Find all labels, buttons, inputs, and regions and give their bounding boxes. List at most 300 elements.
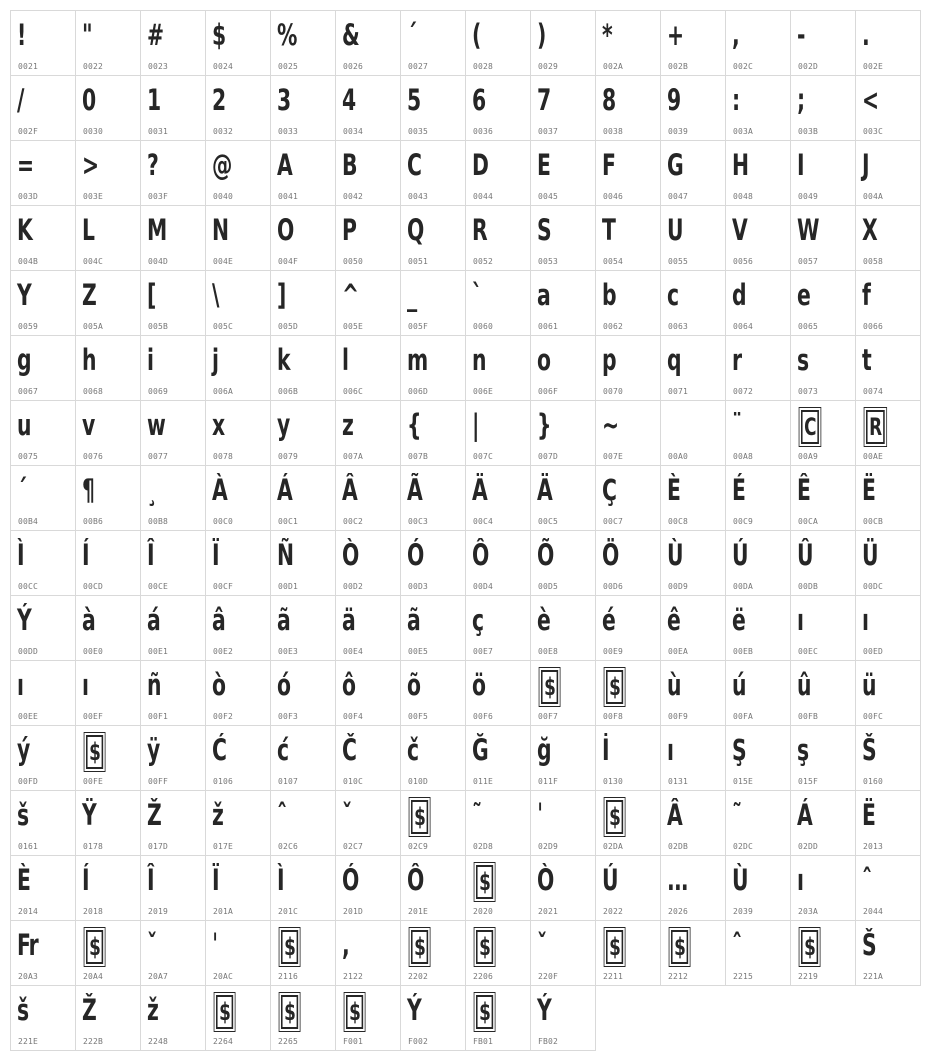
glyph-cell	[75, 140, 141, 206]
glyph-code: 00F6	[473, 712, 494, 721]
glyph-sample: ˆ	[732, 928, 742, 962]
glyph-cell	[790, 855, 856, 921]
glyph-code: 004E	[213, 257, 234, 266]
glyph-cell	[205, 75, 271, 141]
glyph-sample: :	[732, 83, 740, 117]
boxed-glyph-icon: $	[606, 800, 623, 834]
glyph-sample: ¨	[732, 408, 742, 442]
glyph-code: 0062	[603, 322, 624, 331]
glyph-sample: y	[277, 408, 290, 442]
glyph-code: 2014	[18, 907, 39, 916]
glyph-sample: ÿ	[147, 733, 160, 767]
glyph-code: 00C1	[278, 517, 299, 526]
glyph-cell	[140, 790, 206, 856]
glyph-code: 0056	[733, 257, 754, 266]
glyph-code: 00E7	[473, 647, 494, 656]
glyph-cell	[10, 205, 76, 271]
glyph-code: 005E	[343, 322, 364, 331]
glyph-code: 00B4	[18, 517, 39, 526]
glyph-code: 0161	[18, 842, 39, 851]
boxed-glyph-icon: $	[801, 930, 818, 964]
glyph-sample: 6	[472, 83, 486, 117]
boxed-glyph-icon: $	[281, 930, 298, 964]
glyph-sample: Ş	[732, 733, 746, 767]
glyph-code: 00CE	[148, 582, 169, 591]
glyph-cell	[400, 75, 466, 141]
glyph-cell	[660, 595, 726, 661]
glyph-code: 0076	[83, 452, 104, 461]
glyph-cell	[400, 205, 466, 271]
glyph-cell	[790, 10, 856, 76]
glyph-sample: O	[277, 213, 294, 247]
glyph-code: 2122	[343, 972, 364, 981]
glyph-cell	[530, 270, 596, 336]
boxed-glyph-icon: C	[801, 410, 819, 444]
glyph-code: 0160	[863, 777, 884, 786]
glyph-sample: š	[17, 993, 29, 1027]
boxed-glyph-icon: $	[606, 930, 623, 964]
glyph-sample: o	[537, 343, 551, 377]
glyph-cell	[205, 790, 271, 856]
glyph-cell	[465, 985, 531, 1051]
glyph-cell	[855, 140, 921, 206]
glyph-code: 2215	[733, 972, 754, 981]
glyph-cell	[205, 270, 271, 336]
glyph-sample: \	[212, 278, 219, 312]
glyph-sample: ;	[797, 83, 805, 117]
glyph-cell	[75, 790, 141, 856]
glyph-cell	[725, 75, 791, 141]
glyph-code: 00E3	[278, 647, 299, 656]
glyph-cell	[205, 595, 271, 661]
glyph-code: 20A7	[148, 972, 169, 981]
glyph-code: 02DA	[603, 842, 624, 851]
glyph-cell	[660, 270, 726, 336]
glyph-sample: 0	[82, 83, 96, 117]
glyph-cell	[140, 985, 206, 1051]
glyph-cell	[335, 140, 401, 206]
glyph-code: 00DA	[733, 582, 754, 591]
glyph-sample: ã	[277, 603, 290, 637]
glyph-cell	[790, 335, 856, 401]
glyph-code: 005B	[148, 322, 169, 331]
glyph-cell	[400, 270, 466, 336]
glyph-code: 0030	[83, 127, 104, 136]
glyph-sample: 9	[667, 83, 681, 117]
glyph-cell	[270, 335, 336, 401]
glyph-cell	[465, 465, 531, 531]
glyph-cell	[790, 75, 856, 141]
glyph-cell	[75, 75, 141, 141]
glyph-sample: Ú	[602, 863, 618, 897]
glyph-sample: {	[407, 408, 421, 442]
glyph-cell	[10, 790, 76, 856]
glyph-code: 222B	[83, 1037, 104, 1046]
glyph-code: 0073	[798, 387, 819, 396]
glyph-sample: È	[17, 863, 31, 897]
glyph-sample: é	[602, 603, 616, 637]
glyph-code: 0053	[538, 257, 559, 266]
glyph-code: 00C5	[538, 517, 559, 526]
glyph-code: 00CB	[863, 517, 884, 526]
glyph-cell	[205, 140, 271, 206]
glyph-code: 00F5	[408, 712, 429, 721]
glyph-sample: Ë	[862, 473, 876, 507]
glyph-code: 00EC	[798, 647, 819, 656]
glyph-sample: ˇ	[342, 798, 352, 832]
glyph-sample: È	[667, 473, 681, 507]
glyph-sample: ç	[472, 603, 484, 637]
glyph-sample: Fr	[17, 928, 38, 962]
glyph-cell	[205, 335, 271, 401]
glyph-cell	[10, 75, 76, 141]
glyph-code: 0074	[863, 387, 884, 396]
glyph-cell	[335, 595, 401, 661]
glyph-code: 201C	[278, 907, 299, 916]
glyph-sample: j	[212, 343, 219, 377]
glyph-code: 00FA	[733, 712, 754, 721]
glyph-code: 00CF	[213, 582, 234, 591]
glyph-cell	[270, 140, 336, 206]
glyph-code: 02DC	[733, 842, 754, 851]
glyph-cell	[660, 400, 726, 466]
glyph-sample: A	[277, 148, 292, 182]
glyph-code: 2202	[408, 972, 429, 981]
glyph-code: 00E8	[538, 647, 559, 656]
glyph-cell	[790, 205, 856, 271]
glyph-code: 221A	[863, 972, 884, 981]
glyph-cell	[660, 855, 726, 921]
glyph-cell	[790, 790, 856, 856]
glyph-cell	[140, 205, 206, 271]
glyph-code: 0064	[733, 322, 754, 331]
glyph-cell	[725, 855, 791, 921]
glyph-code: 017D	[148, 842, 169, 851]
glyph-code: 00CD	[83, 582, 104, 591]
glyph-code: 2044	[863, 907, 884, 916]
glyph-cell	[270, 10, 336, 76]
glyph-code: 00C2	[343, 517, 364, 526]
glyph-cell	[595, 660, 661, 726]
glyph-code: 02DB	[668, 842, 689, 851]
glyph-sample: Ñ	[277, 538, 294, 572]
glyph-code: 00F2	[213, 712, 234, 721]
glyph-cell	[595, 855, 661, 921]
glyph-sample: h	[82, 343, 96, 377]
glyph-cell	[270, 595, 336, 661]
glyph-code: 003E	[83, 192, 104, 201]
glyph-sample: N	[212, 213, 229, 247]
glyph-cell	[140, 140, 206, 206]
glyph-sample: s	[797, 343, 809, 377]
glyph-sample: É	[732, 473, 746, 507]
glyph-sample: Â	[667, 798, 682, 832]
glyph-code: 002C	[733, 62, 754, 71]
glyph-code: 007E	[603, 452, 624, 461]
glyph-sample: Ö	[602, 538, 619, 572]
glyph-code: 004D	[148, 257, 169, 266]
glyph-code: 0034	[343, 127, 364, 136]
glyph-code: 02C7	[343, 842, 364, 851]
glyph-sample: Ë	[862, 798, 876, 832]
glyph-cell	[270, 790, 336, 856]
glyph-cell	[140, 10, 206, 76]
glyph-cell	[660, 920, 726, 986]
glyph-code: 2019	[148, 907, 169, 916]
glyph-sample: ˜	[472, 798, 482, 832]
glyph-sample: K	[17, 213, 33, 247]
glyph-sample: Ü	[862, 538, 878, 572]
glyph-sample: Ï	[212, 863, 219, 897]
glyph-sample: Î	[147, 863, 154, 897]
glyph-cell	[270, 75, 336, 141]
glyph-cell	[530, 595, 596, 661]
glyph-cell	[855, 270, 921, 336]
glyph-sample: Q	[407, 213, 424, 247]
glyph-cell	[335, 855, 401, 921]
glyph-code: 2206	[473, 972, 494, 981]
glyph-code: 00C9	[733, 517, 754, 526]
glyph-sample: I	[797, 148, 804, 182]
glyph-sample: (	[472, 18, 481, 52]
glyph-cell	[530, 465, 596, 531]
glyph-sample: ë	[732, 603, 746, 637]
glyph-sample: D	[472, 148, 489, 182]
glyph-sample: À	[212, 473, 227, 507]
glyph-cell	[465, 855, 531, 921]
glyph-cell	[335, 400, 401, 466]
boxed-glyph-icon: $	[346, 995, 363, 1029]
glyph-cell	[205, 465, 271, 531]
boxed-glyph-icon: $	[411, 800, 428, 834]
glyph-sample: n	[472, 343, 486, 377]
glyph-cell	[75, 10, 141, 76]
glyph-cell	[335, 985, 401, 1051]
glyph-cell	[400, 465, 466, 531]
glyph-cell	[790, 595, 856, 661]
boxed-glyph-icon: $	[476, 865, 493, 899]
glyph-sample: ć	[277, 733, 289, 767]
glyph-cell	[595, 335, 661, 401]
glyph-code: 00DB	[798, 582, 819, 591]
glyph-sample: Á	[797, 798, 812, 832]
glyph-code: 0021	[18, 62, 39, 71]
boxed-glyph-icon: $	[281, 995, 298, 1029]
glyph-sample: ı	[82, 668, 89, 702]
glyph-sample: ê	[667, 603, 681, 637]
glyph-sample: ô	[342, 668, 356, 702]
glyph-code: 00D9	[668, 582, 689, 591]
glyph-sample: Ô	[407, 863, 424, 897]
glyph-sample: a	[537, 278, 550, 312]
glyph-sample: f	[862, 278, 871, 312]
glyph-code: F001	[343, 1037, 364, 1046]
glyph-sample: ı	[667, 733, 674, 767]
glyph-code: 0023	[148, 62, 169, 71]
glyph-code: 2039	[733, 907, 754, 916]
glyph-code: 00EF	[83, 712, 104, 721]
glyph-cell	[660, 465, 726, 531]
glyph-code: 005C	[213, 322, 234, 331]
glyph-sample: â	[212, 603, 225, 637]
glyph-code: 00EE	[18, 712, 39, 721]
glyph-code: 00FE	[83, 777, 104, 786]
glyph-cell	[205, 920, 271, 986]
glyph-cell	[790, 465, 856, 531]
glyph-code: 00F9	[668, 712, 689, 721]
glyph-cell	[530, 985, 596, 1051]
glyph-cell	[855, 465, 921, 531]
glyph-code: 220F	[538, 972, 559, 981]
glyph-code: 00C4	[473, 517, 494, 526]
glyph-sample: c	[667, 278, 679, 312]
glyph-code: 007D	[538, 452, 559, 461]
glyph-sample: `	[472, 278, 482, 312]
glyph-cell	[75, 335, 141, 401]
glyph-sample: Ć	[212, 733, 227, 767]
glyph-code: 007B	[408, 452, 429, 461]
glyph-sample: ı	[797, 603, 804, 637]
boxed-glyph-icon: $	[411, 930, 428, 964]
glyph-cell	[790, 725, 856, 791]
glyph-code: 011F	[538, 777, 559, 786]
glyph-sample: 8	[602, 83, 616, 117]
glyph-sample: ^	[342, 278, 359, 312]
glyph-sample: 4	[342, 83, 356, 117]
glyph-cell	[335, 530, 401, 596]
glyph-sample: %	[277, 18, 297, 52]
glyph-code: 2211	[603, 972, 624, 981]
glyph-sample: Ä	[537, 473, 552, 507]
glyph-sample: Â	[342, 473, 357, 507]
glyph-code: 0055	[668, 257, 689, 266]
glyph-code: 2264	[213, 1037, 234, 1046]
glyph-sample: ˜	[732, 798, 742, 832]
glyph-code: 003C	[863, 127, 884, 136]
glyph-sample: #	[147, 18, 164, 52]
glyph-code: 2022	[603, 907, 624, 916]
glyph-code: 0042	[343, 192, 364, 201]
glyph-code: 005A	[83, 322, 104, 331]
glyph-code: 2265	[278, 1037, 299, 1046]
glyph-code: 0044	[473, 192, 494, 201]
glyph-code: 00A9	[798, 452, 819, 461]
glyph-code: 002D	[798, 62, 819, 71]
glyph-cell	[205, 205, 271, 271]
glyph-sample: ,	[732, 18, 739, 52]
glyph-cell	[10, 985, 76, 1051]
glyph-cell	[205, 530, 271, 596]
glyph-code: 002F	[18, 127, 39, 136]
glyph-code: 2219	[798, 972, 819, 981]
glyph-code: 0131	[668, 777, 689, 786]
glyph-code: 00D3	[408, 582, 429, 591]
glyph-cell	[140, 725, 206, 791]
glyph-sample: 2	[212, 83, 226, 117]
glyph-sample: ı	[17, 668, 24, 702]
glyph-code: 00E5	[408, 647, 429, 656]
glyph-sample: e	[797, 278, 811, 312]
boxed-glyph-icon: $	[541, 670, 558, 704]
glyph-sample: Š	[862, 733, 876, 767]
glyph-code: 0045	[538, 192, 559, 201]
glyph-cell	[725, 530, 791, 596]
boxed-glyph-icon: $	[86, 930, 103, 964]
glyph-code: 02DD	[798, 842, 819, 851]
glyph-cell	[75, 270, 141, 336]
glyph-cell	[465, 75, 531, 141]
glyph-code: 00EB	[733, 647, 754, 656]
glyph-code: 007A	[343, 452, 364, 461]
glyph-cell	[725, 140, 791, 206]
glyph-sample: ´	[17, 473, 27, 507]
glyph-cell	[725, 790, 791, 856]
glyph-sample: m	[407, 343, 428, 377]
glyph-sample: ¸	[147, 473, 157, 507]
glyph-code: 0028	[473, 62, 494, 71]
glyph-code: 0047	[668, 192, 689, 201]
glyph-cell	[400, 725, 466, 791]
glyph-code: 0027	[408, 62, 429, 71]
glyph-sample: X	[862, 213, 877, 247]
glyph-sample: $	[212, 18, 226, 52]
glyph-sample: ı	[797, 863, 804, 897]
glyph-sample: k	[277, 343, 290, 377]
glyph-code: 2248	[148, 1037, 169, 1046]
glyph-sample: >	[82, 148, 99, 182]
glyph-code: 0024	[213, 62, 234, 71]
glyph-sample: z	[342, 408, 354, 442]
glyph-code: 006B	[278, 387, 299, 396]
glyph-sample: 7	[537, 83, 551, 117]
glyph-sample: Ù	[667, 538, 683, 572]
glyph-sample: ù	[667, 668, 681, 702]
glyph-code: 0031	[148, 127, 169, 136]
glyph-code: 005F	[408, 322, 429, 331]
glyph-cell	[465, 400, 531, 466]
glyph-sample: .	[862, 18, 869, 52]
glyph-cell	[595, 140, 661, 206]
glyph-code: 00DC	[863, 582, 884, 591]
glyph-cell	[465, 205, 531, 271]
glyph-sample: ı	[862, 603, 869, 637]
glyph-sample: J	[862, 148, 869, 182]
glyph-cell	[205, 725, 271, 791]
glyph-code: 006E	[473, 387, 494, 396]
glyph-cell	[335, 205, 401, 271]
glyph-sample: }	[537, 408, 551, 442]
glyph-sample: ...	[667, 863, 688, 897]
glyph-code: 002A	[603, 62, 624, 71]
glyph-sample: 3	[277, 83, 291, 117]
glyph-sample: Ž	[147, 798, 161, 832]
glyph-code: 02D8	[473, 842, 494, 851]
glyph-code: 0069	[148, 387, 169, 396]
glyph-cell	[465, 10, 531, 76]
glyph-cell	[855, 530, 921, 596]
glyph-cell	[400, 790, 466, 856]
glyph-code: 00A8	[733, 452, 754, 461]
glyph-cell	[335, 10, 401, 76]
glyph-code: 0043	[408, 192, 429, 201]
glyph-sample: x	[212, 408, 225, 442]
glyph-sample: b	[602, 278, 616, 312]
glyph-cell	[270, 660, 336, 726]
glyph-sample: Ú	[732, 538, 748, 572]
glyph-code: 0060	[473, 322, 494, 331]
glyph-cell	[140, 335, 206, 401]
glyph-cell	[335, 335, 401, 401]
